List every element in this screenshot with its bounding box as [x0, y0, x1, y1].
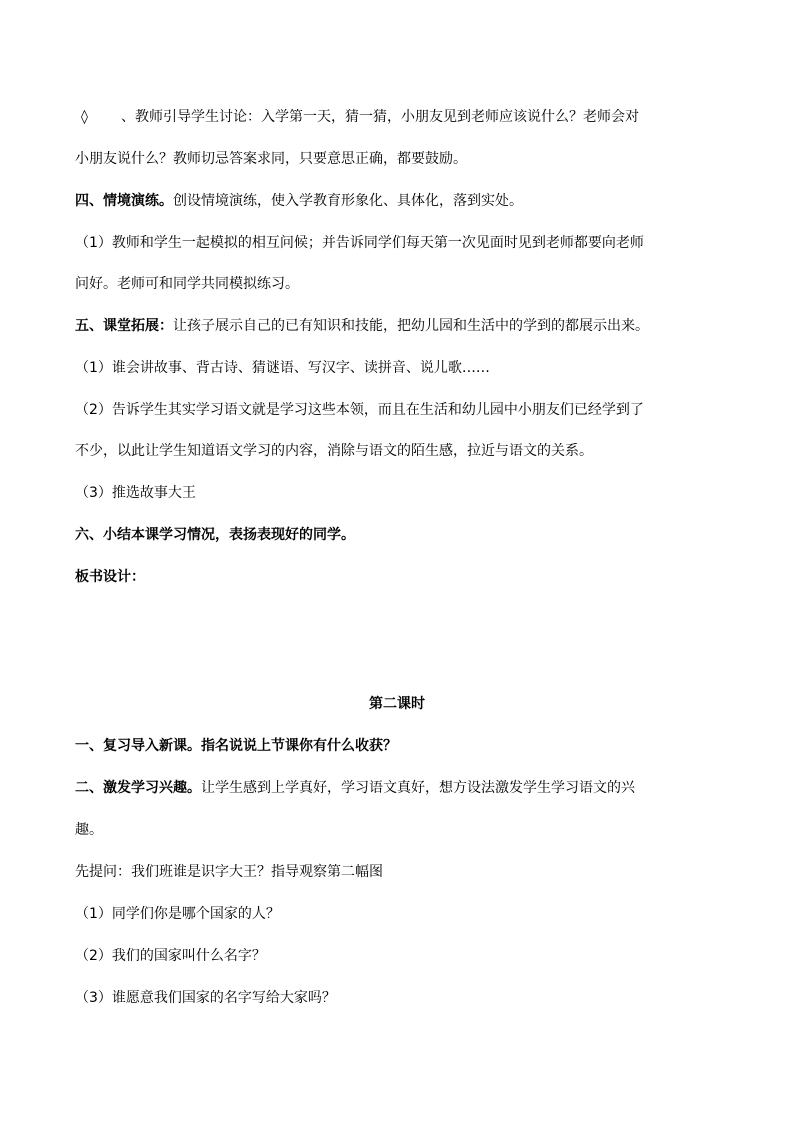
paragraph-discussion — [75, 108, 639, 126]
section-6-heading: 六、小结本课学习情况，表扬表现好的同学。 — [75, 527, 355, 543]
section-text: 让学生感到上学真好，学习语文真好，想方设法激发学生学习语文的兴 — [201, 780, 635, 796]
paragraph-text: 先提问：我们班谁是识字大王？指导观察第二幅图 — [75, 864, 383, 880]
diamond-bullet-icon: ◊ — [81, 109, 88, 125]
paragraph-text: 趣。 — [75, 822, 103, 838]
paragraph-text: 小朋友说什么？教师切忌答案求同，只要意思正确，都要鼓励。 — [75, 151, 467, 167]
section-2 — [75, 779, 635, 797]
board-design-heading: 板书设计： — [75, 569, 145, 585]
paragraph-text: 问好。老师可和同学共同模拟练习。 — [75, 276, 299, 292]
list-item: （3）谁愿意我们国家的名字写给大家吗？ — [75, 990, 336, 1006]
paragraph-text: （1）教师和学生一起模拟的相互问候；并告诉同学们每天第一次见面时见到老师都要向老师 — [75, 235, 644, 251]
paragraph-text: 、教师引导学生讨论：入学第一天，猜一猜，小朋友见到老师应该说什么？老师会对 — [121, 109, 639, 125]
section-1-heading: 一、复习导入新课。指名说说上节课你有什么收获？ — [75, 738, 397, 754]
section-heading: 二、激发学习兴趣。 — [75, 780, 201, 796]
list-item: （1）谁会讲故事、背古诗、猜谜语、写汉字、读拼音、说儿歌…… — [75, 360, 490, 376]
section-heading: 五、课堂拓展： — [75, 318, 173, 334]
section-4 — [75, 192, 523, 210]
section-text: 让孩子展示自己的已有知识和技能，把幼儿园和生活中的学到的都展示出来。 — [173, 318, 649, 334]
section-text: 创设情境演练，使入学教育形象化、具体化，落到实处。 — [173, 193, 523, 209]
lesson-2-title: 第二课时 — [369, 696, 425, 712]
section-heading: 四、情境演练。 — [75, 193, 173, 209]
list-item: （2）告诉学生其实学习语文就是学习这些本领，而且在生活和幼儿园中小朋友们已经学到了 — [75, 402, 644, 418]
list-item: （1）同学们你是哪个国家的人？ — [75, 906, 280, 922]
list-item: （3）推选故事大王 — [75, 485, 196, 501]
list-item: （2）我们的国家叫什么名字？ — [75, 948, 266, 964]
section-5 — [75, 317, 649, 335]
paragraph-text: 不少，以此让学生知道语文学习的内容，消除与语文的陌生感，拉近与语文的关系。 — [75, 443, 593, 459]
